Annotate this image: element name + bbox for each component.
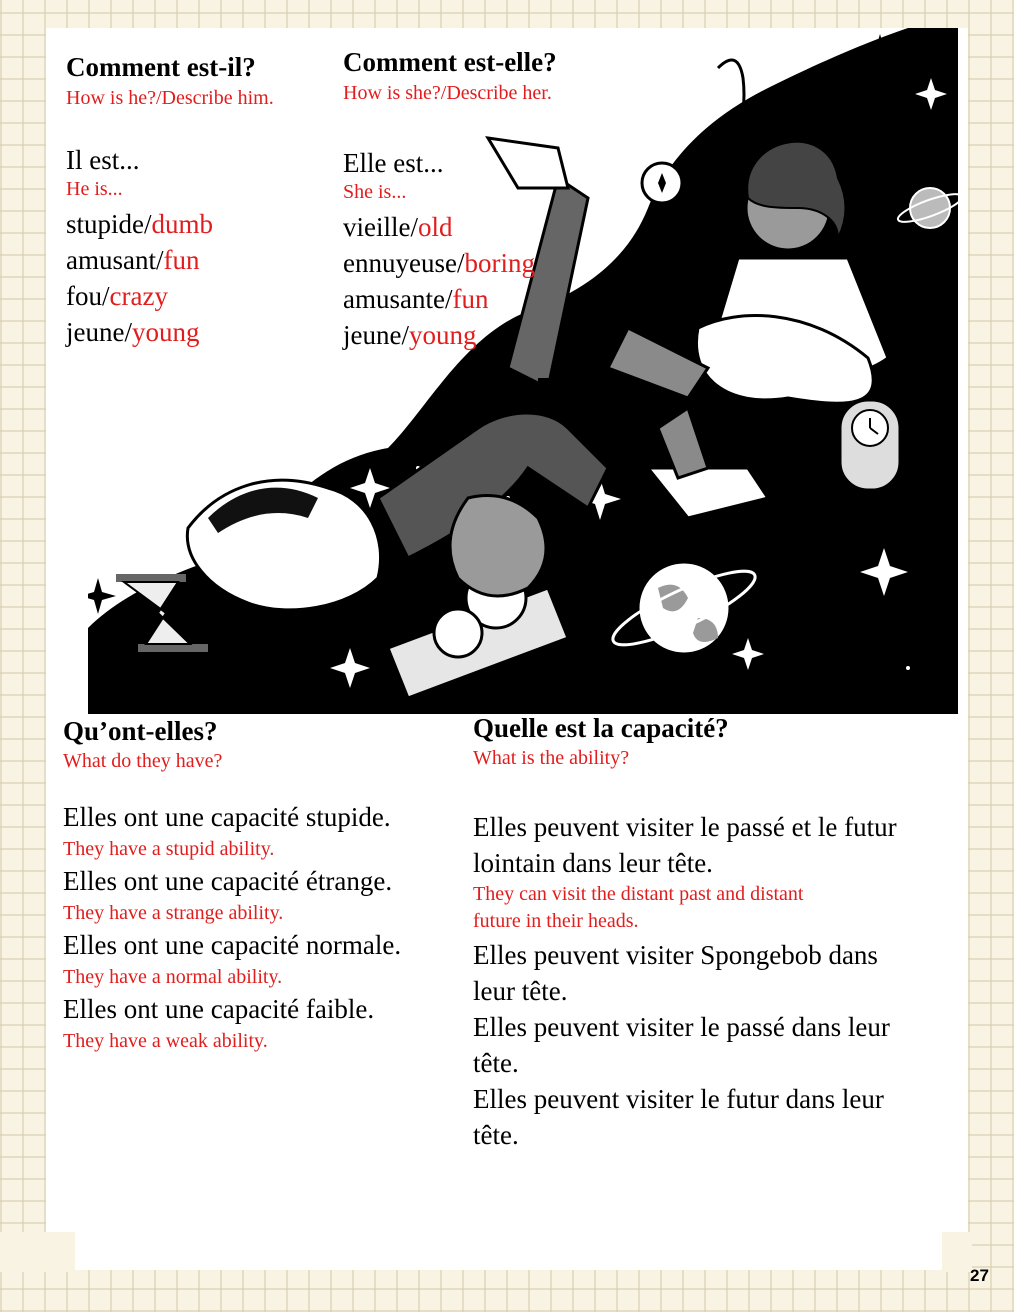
he-word-list [66,206,213,350]
he-heading: Comment est-il? [66,52,256,82]
have-sentence-en: They have a stupid ability. [63,838,275,860]
have-heading-translation: What do they have? [63,750,223,772]
he-word: jeune/young [66,317,200,347]
have-sentence-fr: Elles ont une capacité normale. [63,930,402,960]
ability-sentence-en: future in their heads. [473,910,639,932]
ability-sentence-fr: tête. [473,1048,519,1078]
ability-heading-translation: What is the ability? [473,747,630,769]
have-sentence-fr: Elles ont une capacité faible. [63,994,375,1024]
have-sentence-en: They have a weak ability. [63,1030,268,1052]
he-lead-translation: He is... [66,178,123,200]
she-lead-translation: She is... [343,181,407,203]
she-word-list [343,209,535,353]
space-time-travel-illustration [88,28,958,714]
ability-sentence-fr: Elles peuvent visiter le passé dans leur [473,1012,890,1042]
he-word: fou/crazy [66,281,168,311]
she-word: amusante/fun [343,284,489,314]
he-word: stupide/dumb [66,209,214,239]
ability-heading: Quelle est la capacité? [473,713,729,743]
ability-sentence-en: They can visit the distant past and distant [473,883,804,905]
have-heading: Qu’ont-elles? [63,716,218,746]
have-sentence-en: They have a strange ability. [63,902,284,924]
she-word: ennuyeuse/boring [343,248,535,278]
have-sentence-en: They have a normal ability. [63,966,283,988]
he-heading-translation: How is he?/Describe him. [66,87,274,109]
ability-sentence-fr: Elles peuvent visiter Spongebob dans [473,940,878,970]
page-corner-notch [942,1232,972,1272]
clock-icon [840,400,900,490]
ability-sentence-fr: Elles peuvent visiter le futur dans leur [473,1084,884,1114]
he-lead: Il est... [66,145,140,175]
ability-sentence-fr: tête. [473,1120,519,1150]
he-word: amusant/fun [66,245,200,275]
she-heading: Comment est-elle? [343,47,557,77]
ability-sentence-fr: lointain dans leur tête. [473,848,713,878]
she-heading-translation: How is she?/Describe her. [343,82,552,104]
have-sentence-fr: Elles ont une capacité étrange. [63,866,393,896]
she-lead: Elle est... [343,148,444,178]
ability-sentence-fr: Elles peuvent visiter le passé et le futur [473,812,897,842]
page-corner-notch [0,1232,75,1272]
she-word: jeune/young [343,320,477,350]
she-word: vieille/old [343,212,453,242]
ability-sentence-fr: leur tête. [473,976,568,1006]
have-sentence-fr: Elles ont une capacité stupide. [63,802,391,832]
page-number: 27 [970,1266,989,1285]
